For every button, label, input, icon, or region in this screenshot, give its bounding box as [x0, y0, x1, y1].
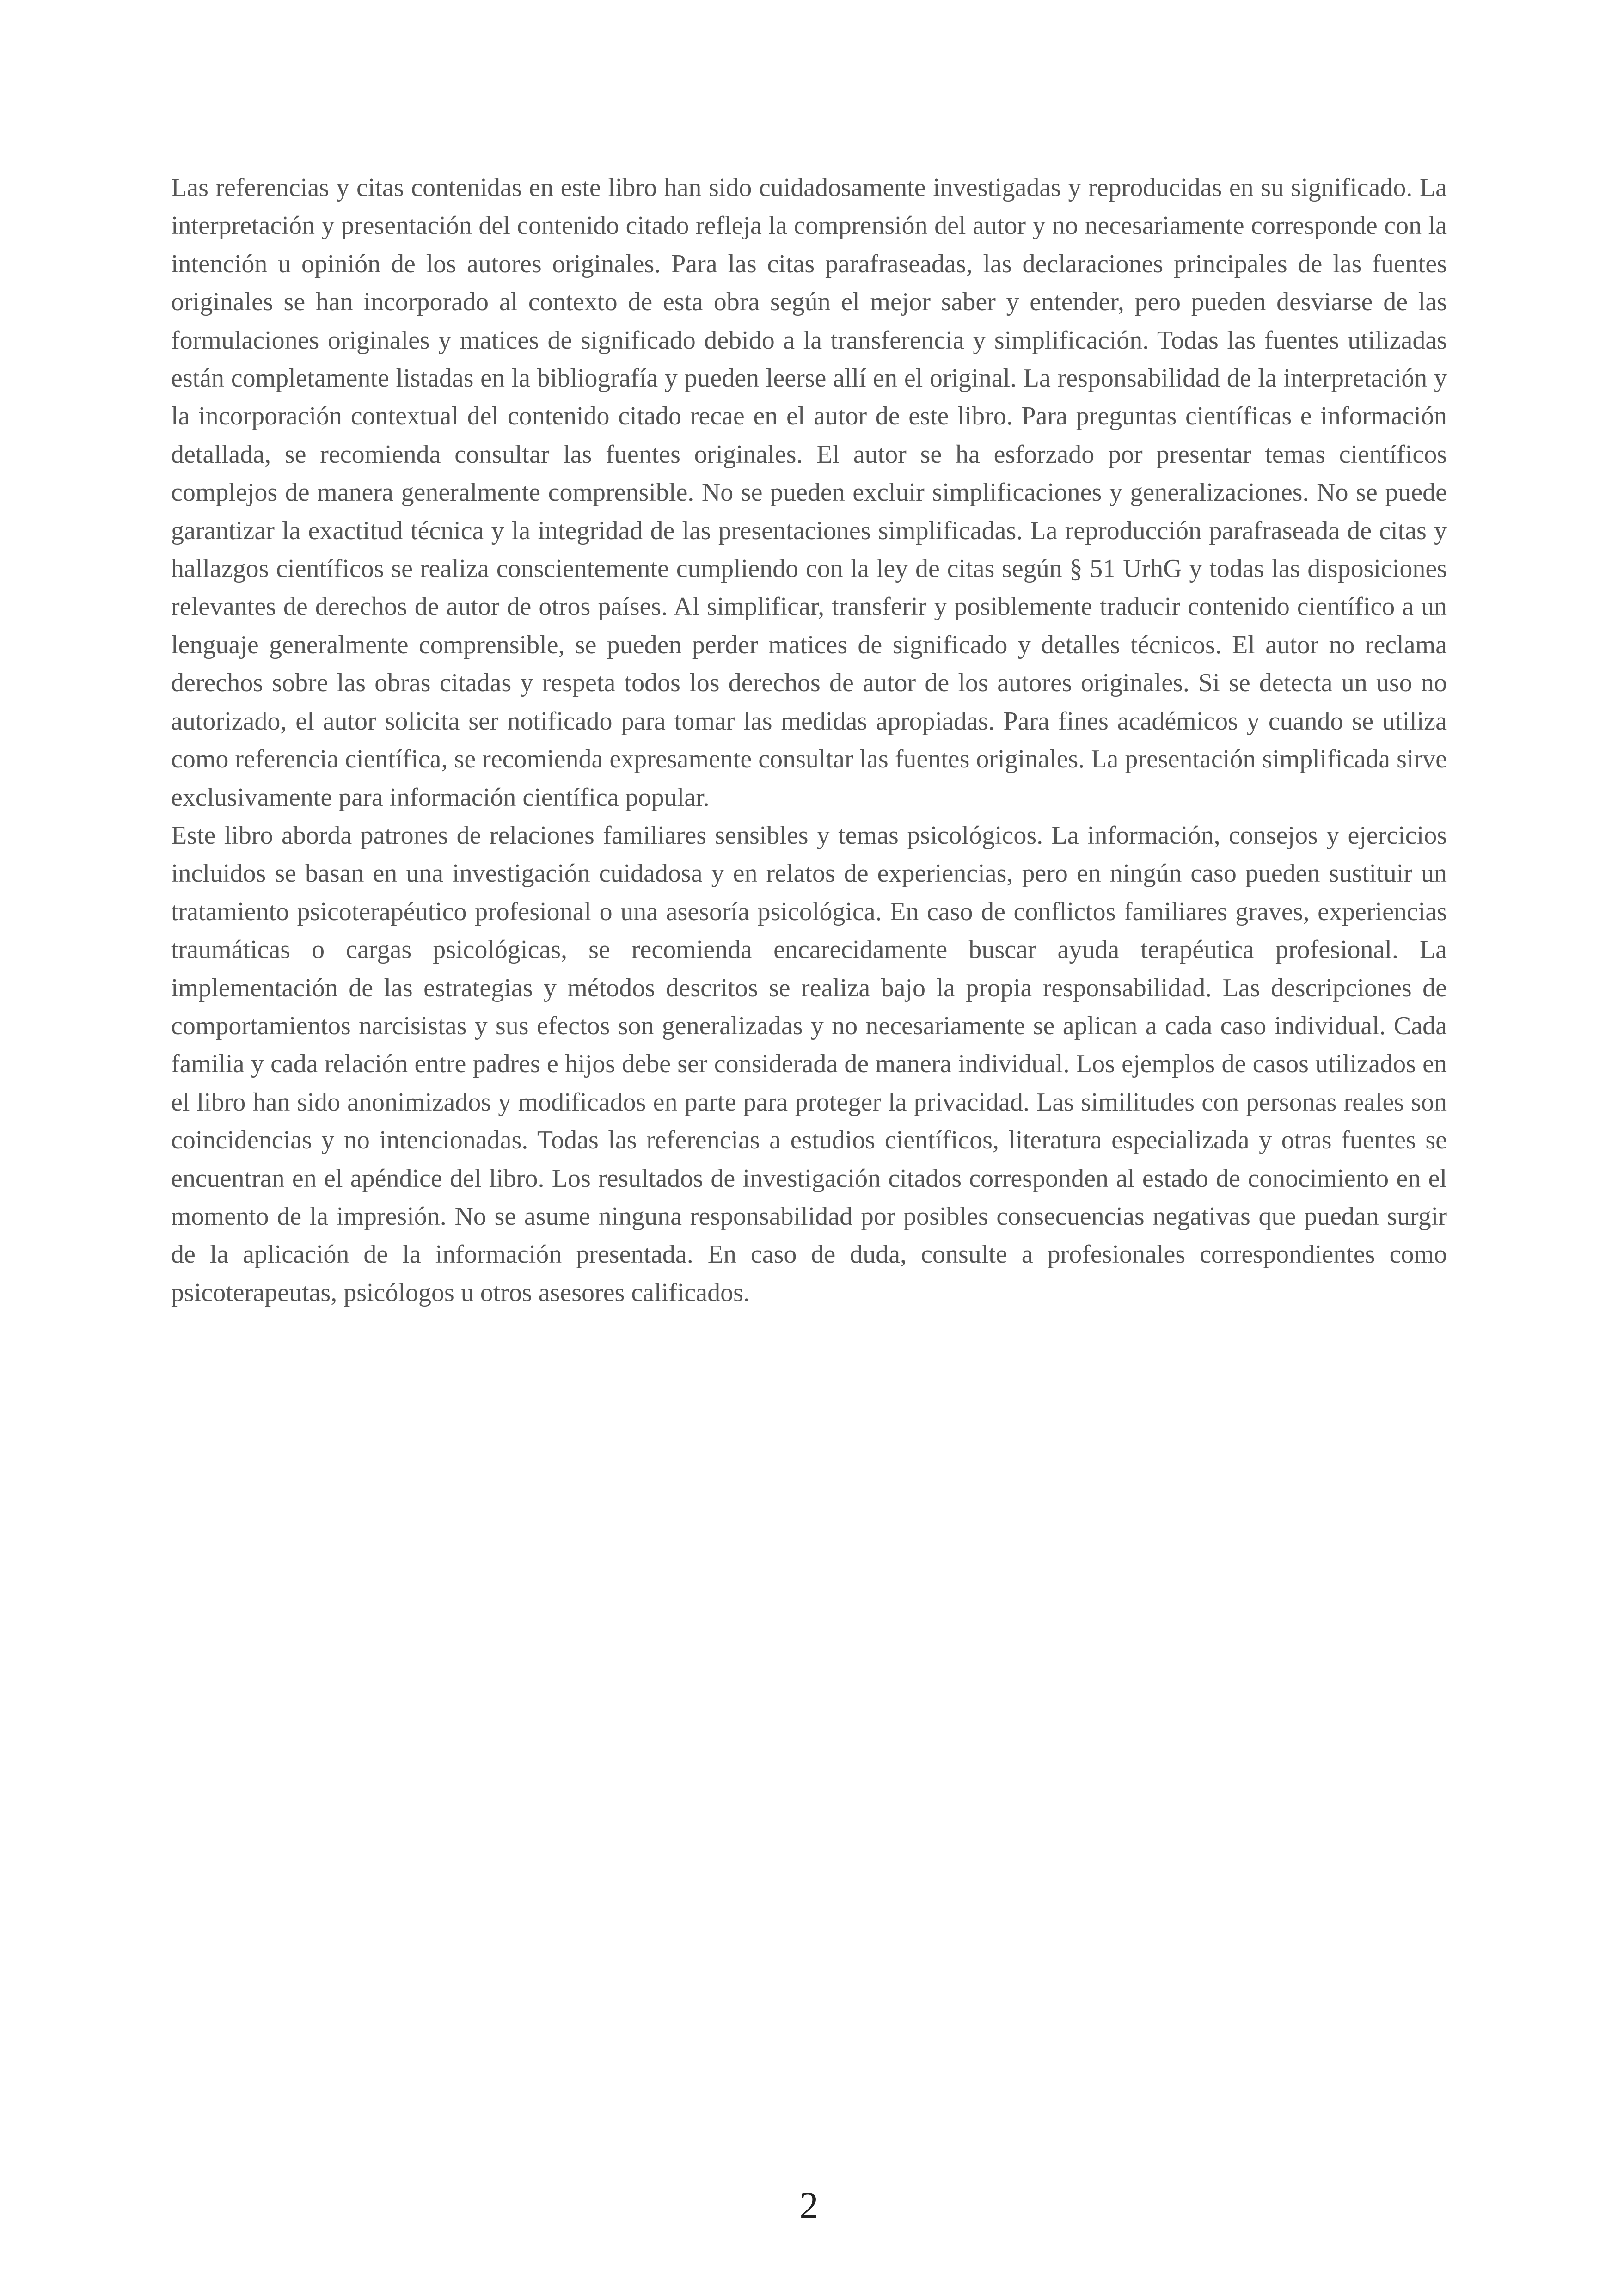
page-number: 2: [799, 2184, 819, 2226]
paragraph-citations-disclaimer: Las referencias y citas contenidas en este libro han sido cuidadosamente investigadas y reproducidas en su significado. La interpretación y presentación del contenido citado refleja la comprensión del autor y no necesariamente corresponde con la intención u opinión de los autores originales. Para las citas parafraseadas, las declaraciones principales de las fuentes originales se han incorporado al contexto de esta obra según el mejor saber y entender, pero pueden desviarse de las formulaciones originales y matices de significado debido a la transferencia y simplificación. Todas las fuentes utilizadas están completamente listadas en la bibliografía y pueden leerse allí en el original. La responsabilidad de la interpretación y la incorporación contextual del contenido citado recae en el autor de este libro. Para preguntas científicas e información detallada, se recomienda consultar las fuentes originales. El autor se ha esforzado por presentar temas científicos complejos de manera generalmente comprensible. No se pueden excluir simplificaciones y generalizaciones. No se puede garantizar la exactitud técnica y la integridad de las presentaciones simplificadas. La reproducción parafraseada de citas y hallazgos científicos se realiza conscientemente cumpliendo con la ley de citas según § 51 UrhG y todas las disposiciones relevantes de derechos de autor de otros países. Al simplificar, transferir y posiblemente traducir contenido científico a un lenguaje generalmente comprensible, se pueden perder matices de significado y detalles técnicos. El autor no reclama derechos sobre las obras citadas y respeta todos los derechos de autor de los autores originales. Si se detecta un uso no autorizado, el autor solicita ser notificado para tomar las medidas apropiadas. Para fines académicos y cuando se utiliza como referencia científica, se recomienda expresamente consultar las fuentes originales. La presentación simplificada sirve exclusivamente para información científica popular.: [171, 173, 1447, 812]
disclaimer-text: [171, 169, 1447, 1312]
paragraph-psychology-disclaimer: Este libro aborda patrones de relaciones familiares sensibles y temas psicológicos. La información, consejos y ejercicios incluidos se basan en una investigación cuidadosa y en relatos de experiencias, pero en ningún caso pueden sustituir un tratamiento psicoterapéutico profesional o una asesoría psicológica. En caso de conflictos familiares graves, experiencias traumáticas o cargas psicológicas, se recomienda encarecidamente buscar ayuda terapéutica profesional. La implementación de las estrategias y métodos descritos se realiza bajo la propia responsabilidad. Las descripciones de comportamientos narcisistas y sus efectos son generalizadas y no necesariamente se aplican a cada caso individual. Cada familia y cada relación entre padres e hijos debe ser considerada de manera individual. Los ejemplos de casos utilizados en el libro han sido anonimizados y modificados en parte para proteger la privacidad. Las similitudes con personas reales son coincidencias y no intencionadas. Todas las referencias a estudios científicos, literatura especializada y otras fuentes se encuentran en el apéndice del libro. Los resultados de investigación citados corresponden al estado de conocimiento en el momento de la impresión. No se asume ninguna responsabilidad por posibles consecuencias negativas que puedan surgir de la aplicación de la información presentada. En caso de duda, consulte a profesionales correspondientes como psicoterapeutas, psicólogos u otros asesores calificados.: [171, 821, 1447, 1307]
